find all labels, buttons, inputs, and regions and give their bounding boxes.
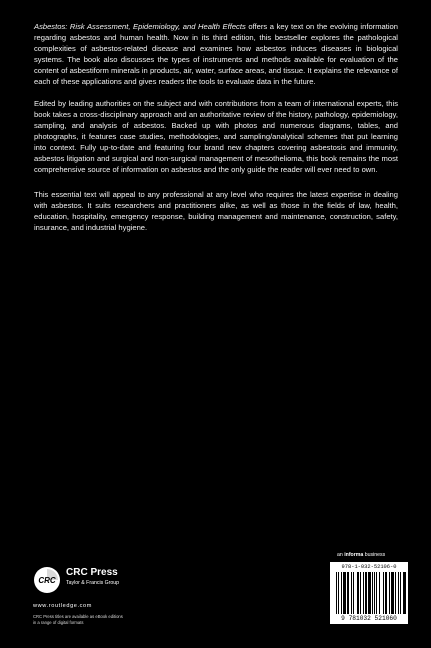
book-title-italic: Asbestos: Risk Assessment, Epidemiology, and Health Effects <box>34 22 246 31</box>
back-cover-description <box>34 21 398 247</box>
barcode-bar <box>395 572 396 614</box>
publisher-name: CRC Press <box>66 567 118 578</box>
barcode-bar <box>368 572 371 614</box>
barcode-bar <box>343 572 346 614</box>
barcode-bar <box>363 572 364 614</box>
ebook-availability-note: CRC Press titles are available as eBook editions in a range of digital formats <box>33 614 123 625</box>
barcode-bar <box>360 572 361 614</box>
barcode-bar <box>357 572 359 614</box>
barcode-bar <box>374 572 375 614</box>
barcode-bar <box>403 572 406 614</box>
barcode-bar <box>400 572 401 614</box>
barcode-bar <box>365 572 367 614</box>
informa-suffix: business <box>363 552 386 558</box>
publisher-website[interactable]: www.routledge.com <box>33 603 93 609</box>
description-paragraph-3: This essential text will appeal to any professional at any level who requires the latest expertise in dealing with asbestos. It suits researchers and practitioners alike, as well as those in the fields of law, health, education, hospitality, emergency response, building management and maintenance, construction, safety, insurance, and industrial hygiene. <box>34 190 398 232</box>
barcode-bar <box>353 572 354 614</box>
crc-logo-text: CRC <box>38 576 56 585</box>
barcode-bar <box>379 572 380 614</box>
ean-number: 9 781032 521060 <box>341 615 397 622</box>
description-paragraph-2: Edited by leading authorities on the subject and with contributions from a team of international experts, this book takes a cross-disciplinary approach and an authoritative review of the history, pathology, epidemiology, sampling, and analysis of asbestos. Backed up with photos and numerous diagrams, tables, and photographs, it features case studies, methodologies, and sampling/analytical schemes that put learning into context. Fully up-to-date and featuring four brand new chapters covering asbestosis and immunity, asbestos litigation and surgical and non-surgical management of mesothelioma, this book remains the most comprehensive source of information on asbestos and the only guide the reader will ever need to own. <box>34 99 398 174</box>
barcode-bar <box>389 572 390 614</box>
barcode-bar <box>338 572 339 614</box>
barcode-bar <box>385 572 387 614</box>
barcode-bar <box>398 572 399 614</box>
barcode-bar <box>351 572 352 614</box>
description-paragraph-1-text: offers a key text on the evolving information regarding asbestos and human health. Now in its third edition, this bestseller explores the pathological complexities of asbestos-related disease and examines how asbestos induces diseases in biological systems. The book also discusses the types of instruments and methods available for evaluation of the content of asbestiform minerals in products, air, water, surface areas, and tissue. It explains the relevance of each of these applications and gives readers the tools to evaluate data in the future. <box>34 22 398 86</box>
publisher-group: Taylor & Francis Group <box>66 580 120 586</box>
barcode-bar <box>341 572 342 614</box>
isbn-number: 978-1-032-52106-0 <box>341 564 397 570</box>
barcode-bar <box>372 572 373 614</box>
barcode-bars <box>336 572 404 614</box>
barcode-bar <box>376 572 377 614</box>
barcode-bar <box>391 572 394 614</box>
barcode-bar <box>383 572 384 614</box>
crc-press-logo-icon <box>33 566 61 594</box>
description-paragraph-1 <box>34 21 398 87</box>
isbn-barcode <box>330 562 408 624</box>
informa-business-tag <box>337 552 385 558</box>
informa-prefix: an <box>337 552 345 558</box>
barcode-bar <box>347 572 349 614</box>
barcode-bar <box>336 572 337 614</box>
informa-word: informa <box>344 552 364 558</box>
